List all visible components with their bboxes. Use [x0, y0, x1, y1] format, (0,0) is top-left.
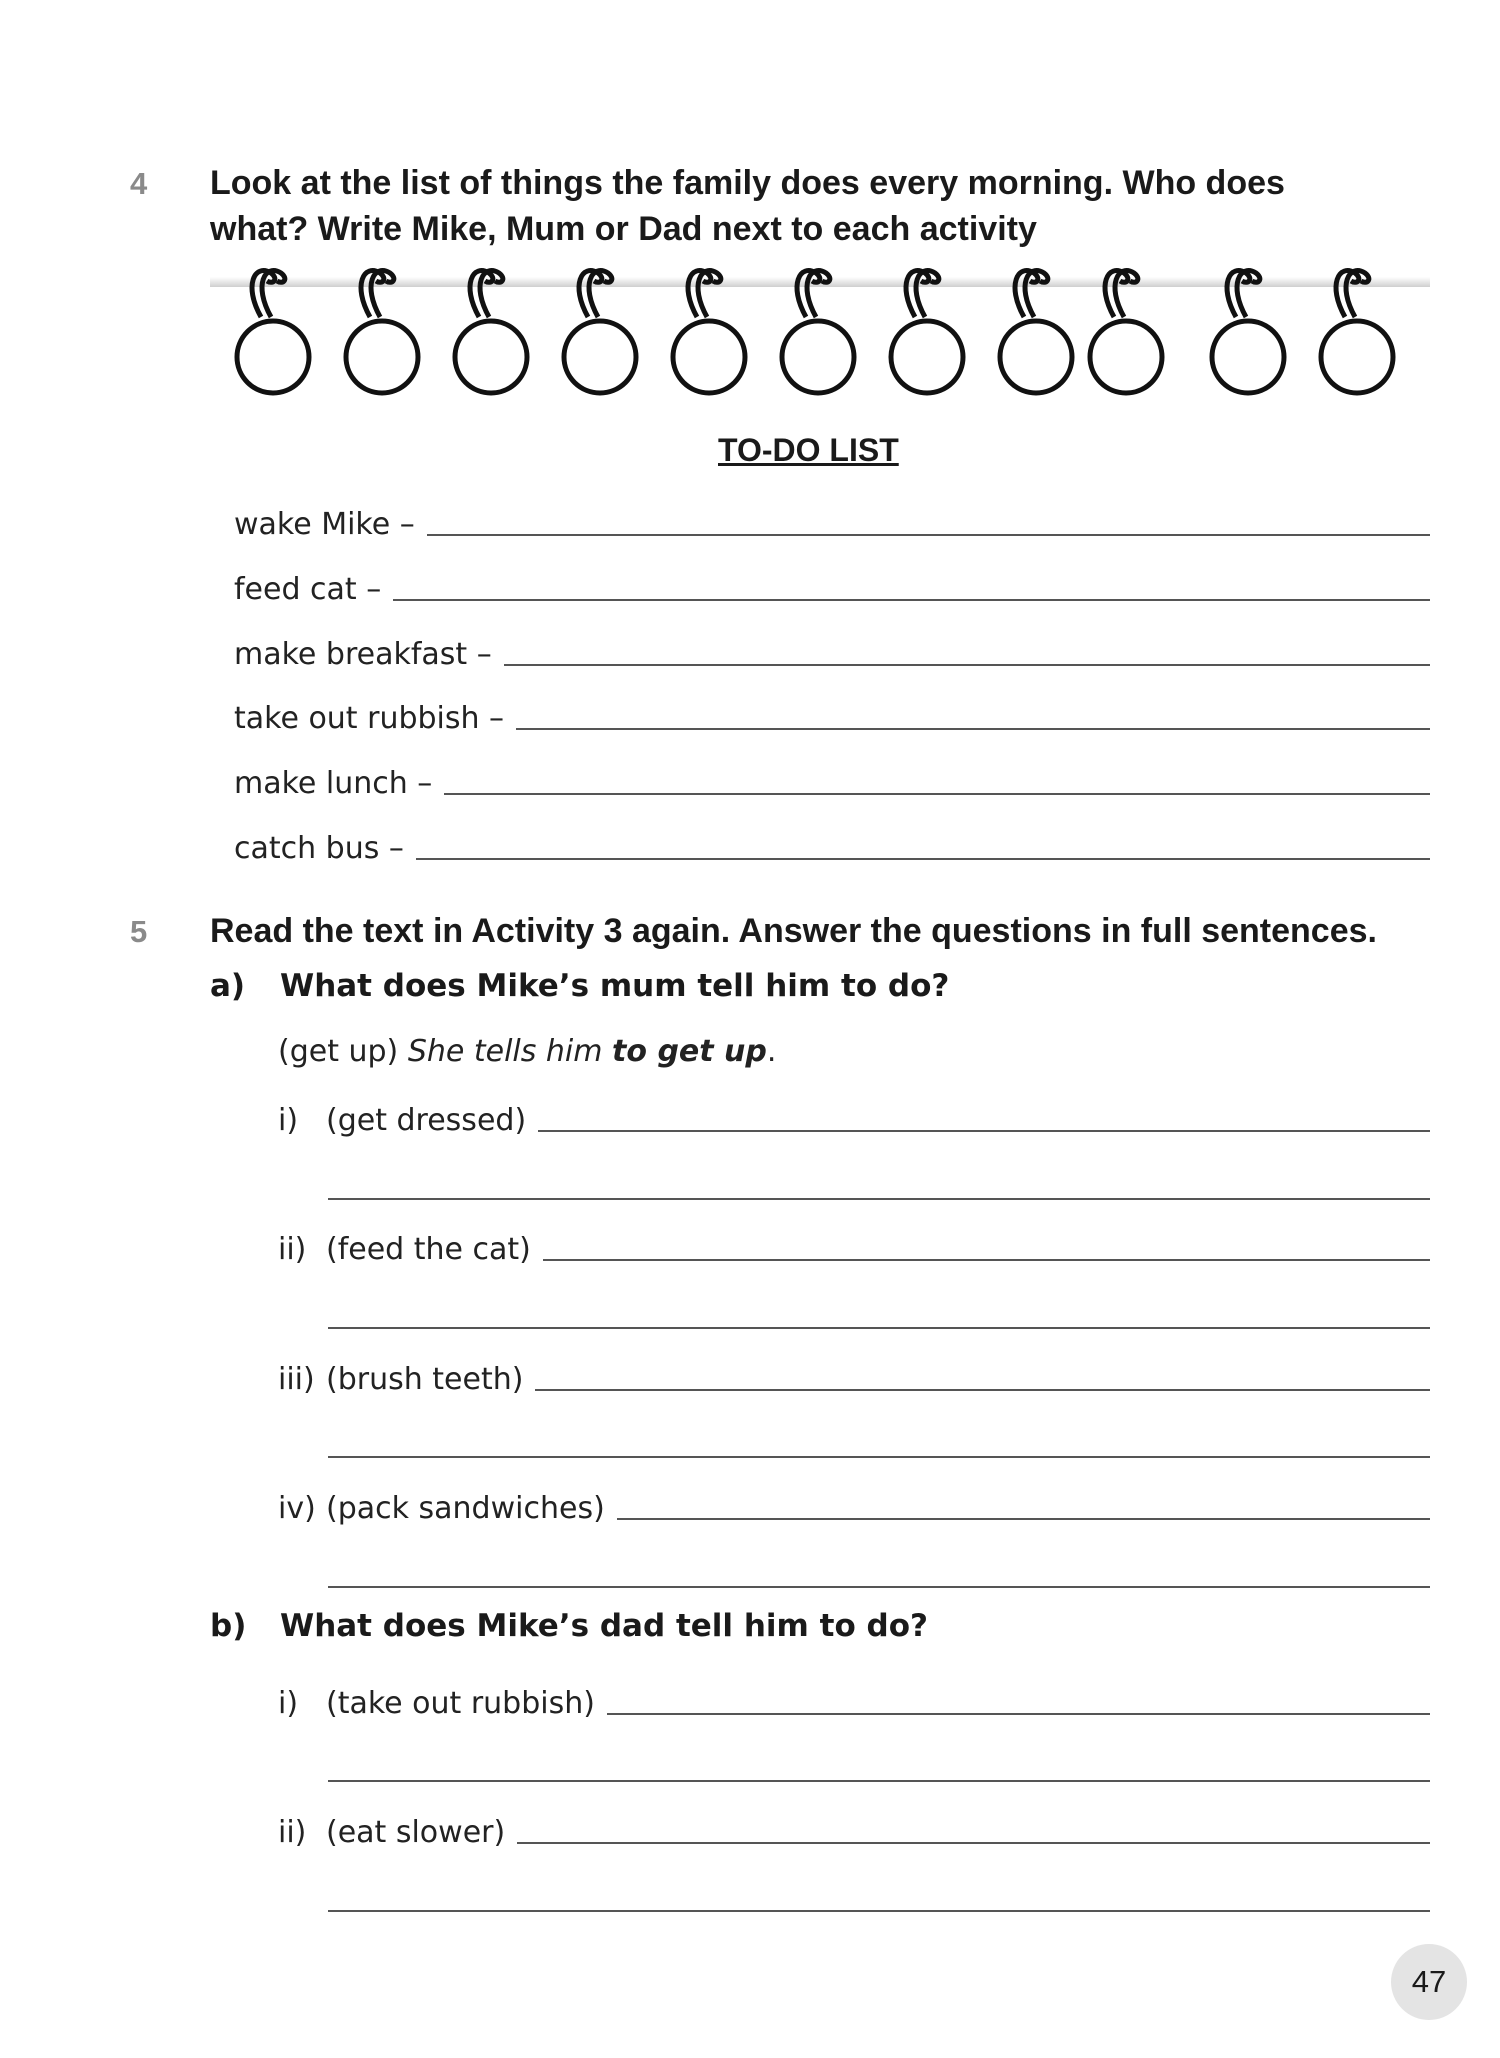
page-number-text: 47: [1411, 1964, 1447, 1999]
question-text: What does Mike’s mum tell him to do?: [280, 968, 950, 1004]
item-label: i): [278, 1686, 299, 1721]
answer-line[interactable]: [617, 1518, 1430, 1520]
page-number: [1391, 1944, 1467, 2020]
item-prompt: (eat slower): [326, 1815, 506, 1850]
spiral-ring-icon: [1000, 271, 1072, 393]
answer-line[interactable]: [328, 1327, 1430, 1329]
answer-line[interactable]: [538, 1130, 1430, 1132]
answer-line[interactable]: [504, 664, 1430, 666]
question-label: a): [210, 968, 246, 1004]
answer-row: [278, 1675, 1430, 1721]
answer-line[interactable]: [416, 858, 1430, 860]
item-prompt: (brush teeth): [326, 1362, 524, 1397]
item-label: i): [278, 1103, 299, 1138]
spiral-ring-icon: [1090, 271, 1162, 393]
todo-item-label: feed cat –: [234, 572, 382, 607]
todo-row: [234, 690, 1430, 736]
activity-number: 4: [130, 166, 148, 201]
spiral-ring-icon: [1321, 271, 1393, 393]
spiral-ring-icon: [346, 271, 418, 393]
example-prompt: (get up): [278, 1034, 399, 1069]
example-answer-bold: to get up: [612, 1034, 767, 1069]
todo-row: [234, 561, 1430, 607]
example-answer-start: She tells him: [407, 1034, 603, 1069]
answer-row: [278, 1480, 1430, 1526]
answer-line[interactable]: [535, 1389, 1430, 1391]
todo-item-label: make breakfast –: [234, 637, 492, 672]
spiral-ring-icon: [673, 271, 745, 393]
example-answer-end: .: [766, 1034, 777, 1069]
answer-line[interactable]: [444, 793, 1430, 795]
question-text: What does Mike’s dad tell him to do?: [280, 1608, 929, 1644]
answer-line[interactable]: [328, 1198, 1430, 1200]
answer-row: [278, 1804, 1430, 1850]
item-label: ii): [278, 1815, 307, 1850]
answer-line[interactable]: [328, 1910, 1430, 1912]
item-label: iii): [278, 1362, 315, 1397]
answer-line[interactable]: [328, 1456, 1430, 1458]
todo-item-label: make lunch –: [234, 766, 433, 801]
spiral-ring-icon: [564, 271, 636, 393]
answer-row: [278, 1351, 1430, 1397]
example-answer: [278, 1034, 776, 1069]
question-label: b): [210, 1608, 247, 1644]
activity-instruction: Look at the list of things the family does every morning. Who does what? Write Mike, Mum or Dad next to each activity: [210, 164, 1285, 248]
item-prompt: (feed the cat): [326, 1232, 531, 1267]
answer-row: [278, 1221, 1430, 1267]
spiral-ring-icon: [455, 271, 527, 393]
todo-row: [234, 626, 1430, 672]
spiral-ring-icon: [782, 271, 854, 393]
todo-row: [234, 820, 1430, 866]
item-prompt: (get dressed): [326, 1103, 527, 1138]
todo-item-label: take out rubbish –: [234, 701, 505, 736]
todo-item-label: catch bus –: [234, 831, 404, 866]
answer-row: [278, 1092, 1430, 1138]
answer-line[interactable]: [328, 1780, 1430, 1782]
activity-instruction: Read the text in Activity 3 again. Answer the questions in full sentences.: [210, 912, 1377, 950]
todo-list-title: TO-DO LIST: [718, 432, 899, 468]
item-label: iv): [278, 1491, 316, 1526]
todo-item-label: wake Mike –: [234, 507, 415, 542]
answer-line[interactable]: [516, 728, 1430, 730]
todo-row: [234, 496, 1430, 542]
answer-line[interactable]: [607, 1713, 1430, 1715]
answer-line[interactable]: [517, 1842, 1430, 1844]
notepad-binding: [205, 265, 1435, 415]
answer-line[interactable]: [328, 1586, 1430, 1588]
answer-line[interactable]: [427, 534, 1430, 536]
spiral-ring-icon: [1212, 271, 1284, 393]
spiral-ring-icon: [237, 271, 309, 393]
activity-number: 5: [130, 914, 148, 949]
todo-row: [234, 755, 1430, 801]
item-prompt: (pack sandwiches): [326, 1491, 605, 1526]
answer-line[interactable]: [543, 1259, 1430, 1261]
spiral-ring-icon: [891, 271, 963, 393]
answer-line[interactable]: [393, 599, 1430, 601]
item-prompt: (take out rubbish): [326, 1686, 595, 1721]
item-label: ii): [278, 1232, 307, 1267]
